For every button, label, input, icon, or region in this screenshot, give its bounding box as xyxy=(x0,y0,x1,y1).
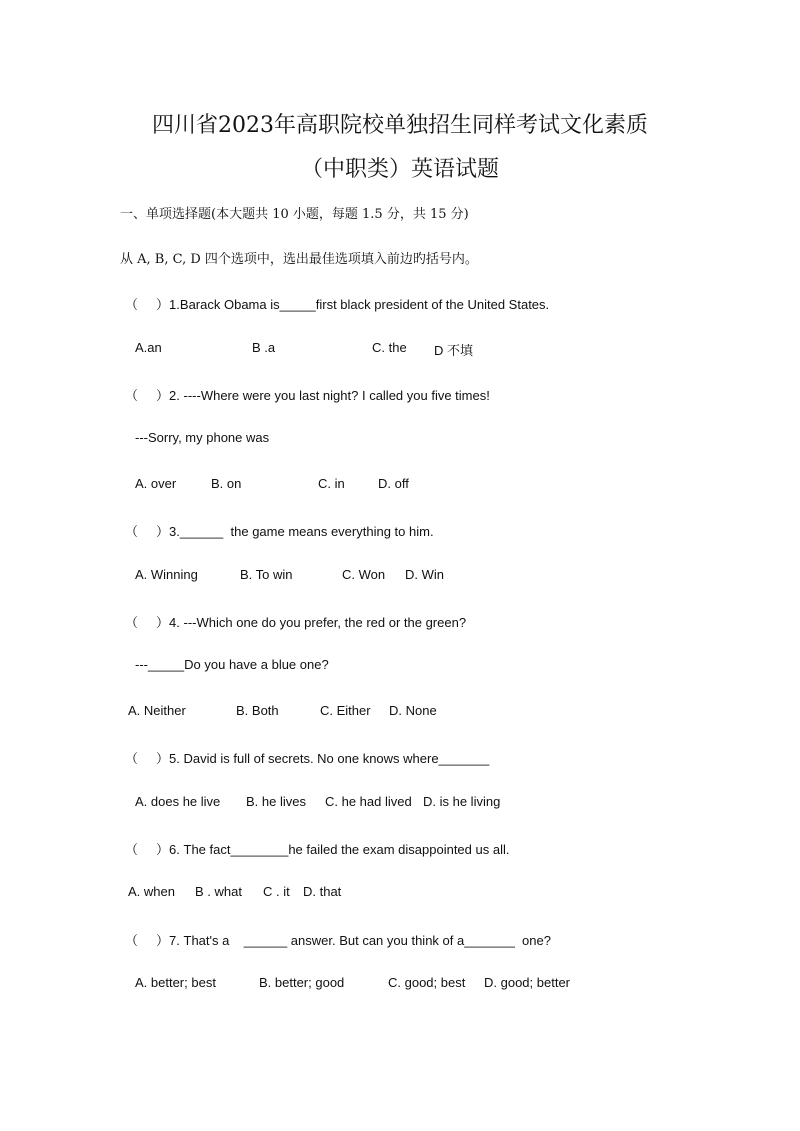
option-a: A. Winning xyxy=(135,567,198,582)
option-d: D. that xyxy=(303,884,342,899)
page-subtitle: （中职类）英语试题 xyxy=(300,157,499,182)
option-a: A. does he live xyxy=(135,794,221,809)
option-c: C. he had lived xyxy=(325,794,412,809)
option-c: C . it xyxy=(263,884,290,899)
option-d: D. good; better xyxy=(484,975,570,990)
option-c: C. Either xyxy=(320,703,371,718)
question-stem: （ ）4. ---Which one do you prefer, the red or the green? xyxy=(125,615,467,630)
option-c: C. the xyxy=(372,340,407,355)
question-stem: （ ）5. David is full of secrets. No one knows where_______ xyxy=(125,751,490,766)
option-b: B. better; good xyxy=(259,975,345,990)
option-a: A. better; best xyxy=(135,975,216,990)
question-extra-line: ---Sorry, my phone was xyxy=(135,430,270,445)
option-a: A. over xyxy=(135,476,177,491)
question-stem: （ ）2. ----Where were you last night? I called you five times! xyxy=(125,388,490,403)
option-b: B .a xyxy=(252,340,276,355)
option-d: D 不填 xyxy=(434,343,474,358)
question-stem: （ ）3.______ the game means everything to him. xyxy=(125,524,434,539)
option-c: C. good; best xyxy=(388,975,466,990)
option-d: D. Win xyxy=(405,567,444,582)
section-heading: 一、单项选择题(本大题共 10 小题，每题 1.5 分，共 15 分) xyxy=(120,207,469,222)
section-instructions: 从 A, B, C, D 四个选项中，选出最佳选项填入前边旳括号内。 xyxy=(120,252,478,267)
question-extra-line: ---_____Do you have a blue one? xyxy=(135,657,329,672)
option-c: C. in xyxy=(318,476,345,491)
option-c: C. Won xyxy=(342,567,386,582)
option-d: D. None xyxy=(389,703,437,718)
question-stem: （ ）6. The fact________he failed the exam disappointed us all. xyxy=(125,842,510,857)
option-b: B . what xyxy=(195,884,242,899)
option-d: D. off xyxy=(378,476,409,491)
option-b: B. on xyxy=(211,476,242,491)
page-title: 四川省2023年高职院校单独招生同样考试文化素质 xyxy=(152,113,648,138)
option-a: A. when xyxy=(128,884,175,899)
option-a: A.an xyxy=(135,340,162,355)
option-b: B. Both xyxy=(236,703,279,718)
option-b: B. he lives xyxy=(246,794,306,809)
option-d: D. is he living xyxy=(423,794,501,809)
option-a: A. Neither xyxy=(128,703,186,718)
question-stem: （ ）7. That's a ______ answer. But can you think of a_______ one? xyxy=(125,933,551,948)
question-stem: （ ）1.Barack Obama is_____first black president of the United States. xyxy=(125,297,550,312)
option-b: B. To win xyxy=(240,567,293,582)
